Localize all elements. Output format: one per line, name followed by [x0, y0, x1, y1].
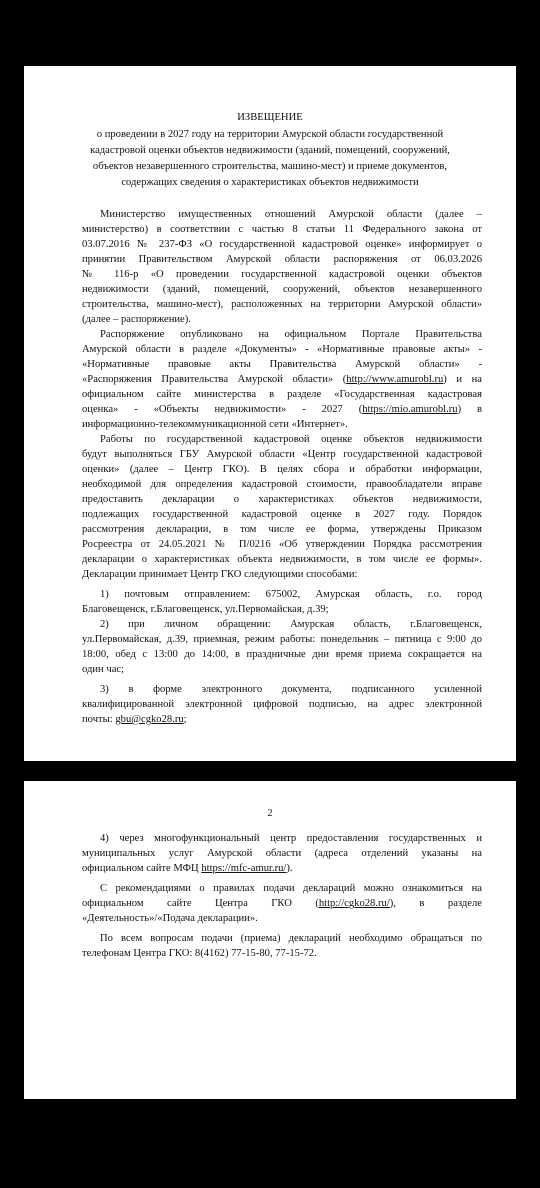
paragraph-line: Министерство имущественных отношений Амурской области (далее –: [100, 209, 482, 220]
paragraph-line: Работы по государственной кадастровой оценке объектов недвижимости: [100, 434, 482, 445]
cgko28-link[interactable]: http://cgko28.ru/: [318, 898, 390, 909]
paragraph-line: Распоряжение опубликовано на официальном Портале Правительства: [100, 329, 482, 340]
email-link[interactable]: gbu@cgko28.ru: [115, 714, 184, 725]
paragraph-line: подлежащих государственной кадастровой оценке в 2027 году. Порядок: [82, 509, 482, 520]
paragraph-line: декларации о характеристиках объекта недвижимости, в том числе ее формы».: [82, 554, 482, 565]
notice-subtitle-line: содержащих сведения о характеристиках объектов недвижимости: [121, 177, 419, 188]
amurobl-link[interactable]: http://www.amurobl.ru: [346, 374, 444, 385]
list-item-line: квалифицированной электронной цифровой подписью, на адрес электронной: [82, 699, 482, 710]
paragraph-line: информационно-телекоммуникационной сети «Интернет».: [82, 419, 348, 430]
list-item-line: Благовещенск, г.Благовещенск, ул.Первомайская, д.39;: [82, 604, 329, 615]
paragraph-line: «Нормативные правовые акты Правительства Амурской области» -: [82, 359, 482, 370]
notice-title: ИЗВЕЩЕНИЕ: [237, 112, 303, 123]
page-number: 2: [267, 808, 273, 819]
paragraph-line: «Деятельность»/«Подача декларации».: [82, 913, 258, 924]
list-item-line: 1) почтовым отправлением: 675002, Амурская область, г.о. город: [100, 589, 482, 600]
paragraph-line: рассмотрения декларации, в том числе ее форма, утверждены Приказом: [82, 524, 482, 535]
paragraph-line: (далее – распоряжение).: [82, 314, 191, 325]
document-page-1: [24, 66, 516, 761]
notice-subtitle-line: о проведении в 2027 году на территории Амурской области государственной: [96, 129, 444, 140]
mfc-link[interactable]: https://mfc-amur.ru/: [201, 863, 287, 874]
paragraph-line: недвижимости (зданий, помещений, сооружений, объектов незавершенного: [82, 284, 482, 295]
notice-subtitle-line: кадастровой оценки объектов недвижимости (зданий, помещений, сооружений,: [90, 145, 450, 156]
paragraph-line: необходимой для определения кадастровой стоимости, правообладатели вправе: [82, 479, 482, 490]
list-item-line: 2) при личном обращении: Амурская область, г.Благовещенск,: [100, 619, 482, 630]
paragraph-line: предоставить декларации о характеристиках объектов недвижимости,: [82, 494, 482, 505]
list-item-line: официальном сайте МФЦ https://mfc-amur.ru/).: [82, 863, 293, 874]
paragraph-line: министерство) в соответствии с частью 8 статьи 11 Федерального закона от: [82, 224, 482, 235]
paragraph-line: официальном сайте Центра ГКО (http://cgko28.ru/), в разделе: [82, 898, 482, 909]
list-item-line: 4) через многофункциональный центр предоставления государственных и: [100, 833, 482, 844]
mio-amurobl-link[interactable]: https://mio.amurobl.ru: [362, 404, 458, 415]
paragraph-line: строительства, машино-мест), расположенных на территории Амурской области»: [82, 299, 482, 310]
paragraph-line: Амурской области в разделе «Документы» - «Нормативные правовые акты» -: [82, 344, 482, 355]
paragraph-line: «Распоряжения Правительства Амурской области» (http://www.amurobl.ru) и на: [82, 374, 482, 385]
paragraph-line: № 116-р «О проведении государственной кадастровой оценки объектов: [82, 269, 482, 280]
paragraph-line: телефонам Центра ГКО: 8(4162) 77-15-80, 77-15-72.: [82, 948, 317, 959]
paragraph-line: Декларации принимает Центр ГКО следующими способами:: [82, 569, 358, 580]
list-item-line: один час;: [82, 664, 125, 675]
list-item-line: 18:00, обед с 13:00 до 14:00, в праздничные дни время приема сокращается на: [82, 649, 482, 660]
paragraph-line: 03.07.2016 № 237-ФЗ «О государственной кадастровой оценке» информирует о: [82, 239, 482, 250]
paragraph-line: принятии Правительством Амурской области распоряжения от 06.03.2026: [82, 254, 482, 265]
list-item-line: 3) в форме электронного документа, подписанного усиленной: [100, 684, 482, 695]
list-item-line: муниципальных услуг Амурской области (адреса отделений указаны на: [82, 848, 482, 859]
paragraph-line: Росреестра от 24.05.2021 № П/0216 «Об утверждении Порядка рассмотрения: [82, 539, 482, 550]
paragraph-line: оценки» (далее – Центр ГКО). В целях сбора и обработки информации,: [82, 464, 482, 475]
list-item-line: почты: gbu@cgko28.ru;: [82, 714, 187, 725]
document-page-2: [24, 781, 516, 1099]
paragraph-line: оценка» - «Объекты недвижимости» - 2027 (https://mio.amurobl.ru) в: [82, 404, 482, 415]
paragraph-line: будут выполняться ГБУ Амурской области «Центр государственной кадастровой: [82, 449, 482, 460]
paragraph-line: По всем вопросам подачи (приема) деклараций необходимо обращаться по: [100, 933, 482, 944]
paragraph-line: официальном сайте министерства в разделе «Государственная кадастровая: [82, 389, 482, 400]
list-item-line: ул.Первомайская, д.39, приемная, режим работы: понедельник – пятница с 9:00 до: [82, 634, 482, 645]
paragraph-line: С рекомендациями о правилах подачи деклараций можно ознакомиться на: [100, 883, 482, 894]
notice-subtitle-line: объектов незавершенного строительства, машино-мест) и приеме документов,: [92, 161, 448, 172]
